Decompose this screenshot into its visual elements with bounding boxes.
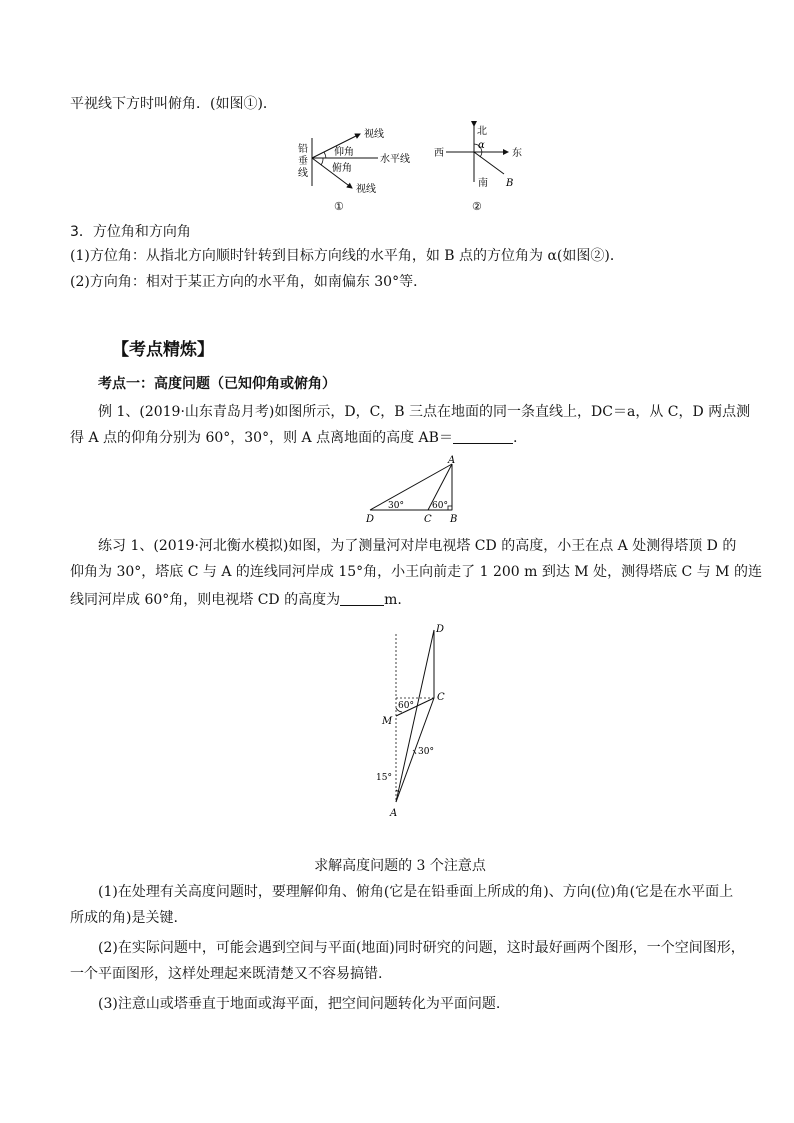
section3-title: 3．方位角和方向角 bbox=[70, 224, 191, 240]
angle-60: 60° bbox=[432, 501, 448, 511]
point-m-label: M bbox=[382, 716, 393, 727]
figure-bearing bbox=[430, 120, 530, 214]
point-a: A bbox=[448, 455, 456, 466]
section-heading: 【考点精炼】 bbox=[112, 340, 214, 360]
horizontal-label: 水平线 bbox=[380, 154, 410, 165]
example1-line2: 得 A 点的仰角分别为 60°，30°，则 A 点离地面的高度 AB＝ bbox=[70, 430, 453, 446]
intro-line: 平视线下方时叫俯角．(如图①)． bbox=[70, 96, 277, 112]
point-c-label: C bbox=[437, 692, 445, 703]
direction-line-b bbox=[474, 152, 504, 174]
point-c: C bbox=[424, 514, 432, 525]
exercise1-line3-container bbox=[70, 590, 730, 610]
bearing-definition: (1)方位角：从指北方向顺时针转到目标方向线的水平角，如 B 点的方位角为 α(如图②)． bbox=[70, 248, 624, 264]
exercise1-line1: 练习 1、(2019·河北衡水模拟)如图，为了测量河对岸电视塔 CD 的高度，小王在点 A 处测得塔顶 D 的 bbox=[98, 538, 737, 554]
west-label: 西 bbox=[434, 148, 444, 159]
exercise1-line3: 线同河岸成 60°角，则电视塔 CD 的高度为 bbox=[70, 592, 341, 608]
sight-label-top: 视线 bbox=[364, 129, 384, 140]
figure2-caption: ② bbox=[472, 200, 482, 213]
note1-line1: (1)在处理有关高度问题时，要理解仰角、俯角(它是在铅垂面上所成的角)、方向(位)角(它是在水平面上 bbox=[98, 884, 734, 900]
north-label: 北 bbox=[477, 126, 487, 137]
angle-30: 30° bbox=[388, 501, 404, 511]
point-a-label: A bbox=[390, 808, 398, 819]
note3: (3)注意山或塔垂直于地面或海平面，把空间问题转化为平面问题. bbox=[98, 996, 501, 1012]
vertical-label-2: 垂 bbox=[298, 156, 308, 167]
answer-blank-2 bbox=[340, 591, 384, 606]
figure1-caption: ① bbox=[334, 200, 344, 213]
note1-line2: 所成的角)是关键. bbox=[70, 910, 178, 926]
east-label: 东 bbox=[512, 148, 522, 159]
point-d: D bbox=[366, 514, 375, 525]
note2-line2: 一个平面图形，这样处理起来既清楚又不容易搞错. bbox=[70, 966, 383, 982]
vertical-label-1: 铅 bbox=[298, 144, 308, 155]
angle-60-label: 60° bbox=[398, 701, 414, 711]
example1-line2-container bbox=[70, 428, 730, 448]
topic1-title: 考点一：高度问题（已知仰角或俯角） bbox=[98, 376, 336, 392]
note2-line1: (2)在实际问题中，可能会遇到空间与平面(地面)同时研究的问题，这时最好画两个图形，一个空间图形， bbox=[98, 940, 745, 956]
figure-exercise1 bbox=[370, 620, 460, 820]
angle-15-label: 15° bbox=[376, 773, 392, 783]
example1-line1: 例 1、(2019·山东青岛月考)如图所示，D，C，B 三点在地面的同一条直线上，DC＝a，从 C，D 两点测 bbox=[98, 404, 751, 420]
point-d-label: D bbox=[436, 624, 445, 635]
exercise1-line2: 仰角为 30°，塔底 C 与 A 的连线同河岸成 15°角，小王向前走了 1 200 m 到达 M 处，测得塔底 C 与 M 的连 bbox=[70, 564, 762, 580]
alpha-label: α bbox=[478, 140, 485, 151]
point-b-label: B bbox=[506, 178, 514, 189]
figure-elevation-depression bbox=[292, 122, 422, 214]
south-label: 南 bbox=[478, 178, 488, 189]
notes-title: 求解高度问题的 3 个注意点 bbox=[314, 858, 486, 874]
example1-tail: . bbox=[512, 430, 518, 446]
sight-label-bottom: 视线 bbox=[356, 184, 376, 195]
direction-definition: (2)方向角：相对于某正方向的水平角，如南偏东 30°等． bbox=[70, 274, 428, 290]
figure-example1 bbox=[362, 454, 462, 526]
angle-30-label: 30° bbox=[418, 747, 434, 757]
depression-label: 俯角 bbox=[332, 163, 352, 174]
elevation-label: 仰角 bbox=[334, 147, 354, 158]
point-b: B bbox=[450, 514, 458, 525]
answer-blank bbox=[453, 429, 513, 444]
exercise1-tail: m. bbox=[384, 592, 402, 608]
vertical-label-3: 线 bbox=[298, 168, 308, 179]
